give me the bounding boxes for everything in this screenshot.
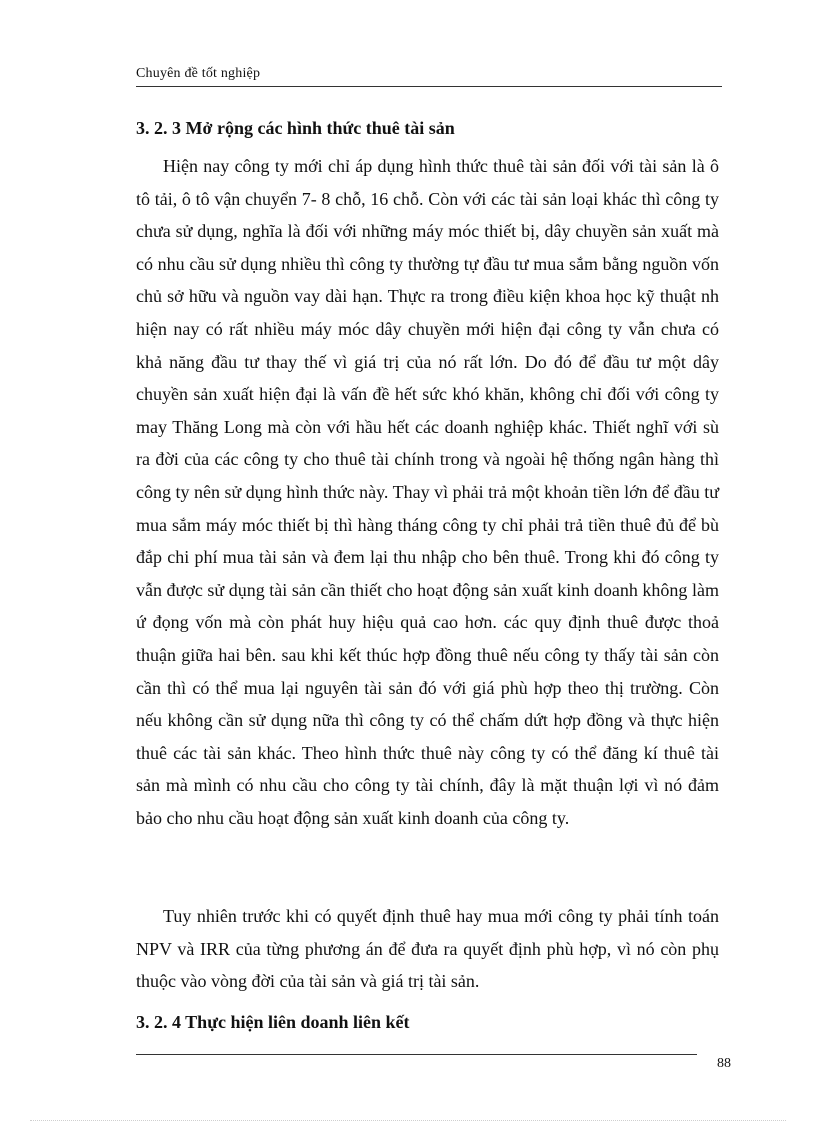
page-number: 88	[717, 1056, 731, 1071]
page-edge-divider	[30, 1120, 786, 1121]
running-header: Chuyên đề tốt nghiệp	[136, 66, 261, 81]
body-paragraph-1: Hiện nay công ty mới chỉ áp dụng hình thức thuê tài sản đối với tài sản là ô tô tải, ô tô vận chuyển 7- 8 chỗ, 16 chỗ. Còn với các tài sản loại khác thì công ty chưa sử dụng, nghĩa là đối với những máy móc thiết bị, dây chuyền sản xuất mà có nhu cầu sử dụng nhiều thì công ty thường tự đầu tư mua sắm bằng nguồn vốn chủ sở hữu và nguồn vay dài hạn. Thực ra trong điều kiện khoa học kỹ thuật nh hiện nay có rất nhiều máy móc dây chuyền mới hiện đại công ty vẫn chưa có khả năng đầu tư thay thế vì giá trị của nó rất lớn. Do đó để đầu tư một dây chuyền sản xuất hiện đại là vấn đề hết sức khó khăn, không chỉ đối với công ty may Thăng Long mà còn với hầu hết các doanh nghiệp khác. Thiết nghĩ với sù ra đời của các công ty cho thuê tài chính trong và ngoài hệ thống ngân hàng thì công ty nên sử dụng hình thức này. Thay vì phải trả một khoản tiền lớn để đầu tư mua sắm máy móc thiết bị thì hàng tháng công ty chỉ phải trả tiền thuê đủ để bù đắp chi phí mua tài sản và đem lại thu nhập cho bên thuê. Trong khi đó công ty vẫn được sử dụng tài sản cần thiết cho hoạt động sản xuất kinh doanh không làm ứ đọng vốn mà còn phát huy hiệu quả cao hơn. các quy định thuê được thoả thuận giữa hai bên. sau khi kết thúc hợp đồng thuê nếu công ty thấy tài sản còn cần thì có thể mua lại nguyên tài sản đó với giá phù hợp theo thị trường. Còn nếu không cần sử dụng nữa thì công ty có thể chấm dứt hợp đồng và thực hiện thuê các tài sản khác. Theo hình thức thuê này công ty có thể đăng kí thuê tài sản mà mình có nhu cầu cho công ty tài chính, đây là mặt thuận lợi vì nó đảm bảo cho nhu cầu hoạt động sản xuất kinh doanh của công ty.	[136, 156, 719, 828]
body-paragraph-2: Tuy nhiên trước khi có quyết định thuê hay mua mới công ty phải tính toán NPV và IRR của từng phương án để đưa ra quyết định phù hợp, vì nó còn phụ thuộc vào vòng đời của tài sản và giá trị tài sản.	[136, 906, 719, 992]
footer-rule	[136, 1054, 697, 1055]
next-section-heading: 3. 2. 4 Thực hiện liên doanh liên kết	[136, 1012, 410, 1032]
section-heading: 3. 2. 3 Mở rộng các hình thức thuê tài sản	[136, 118, 455, 138]
header-rule	[136, 86, 722, 87]
